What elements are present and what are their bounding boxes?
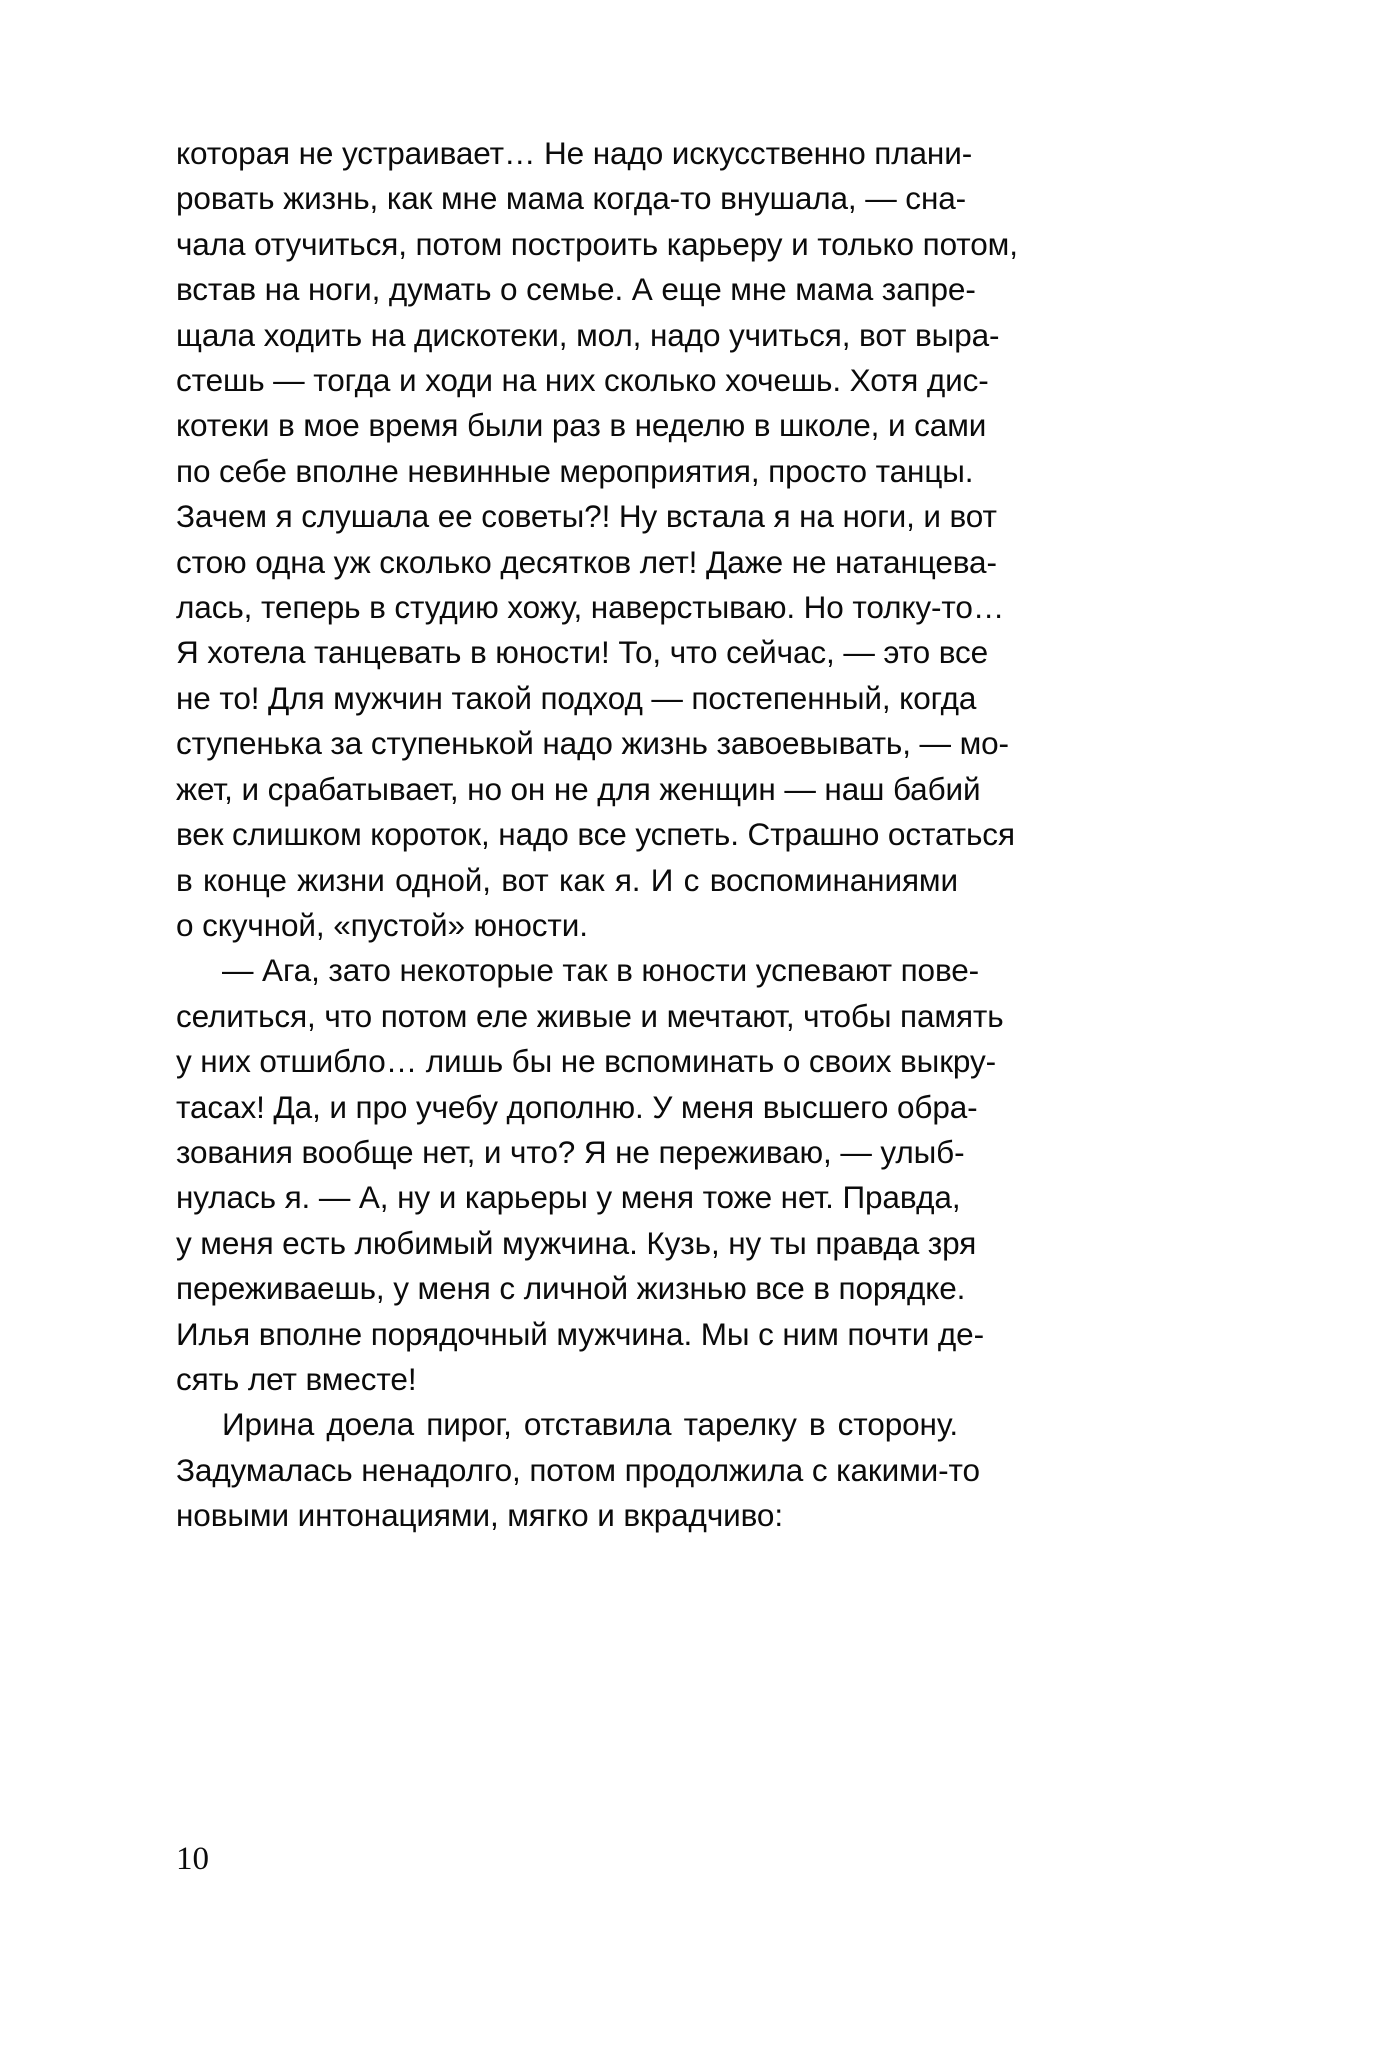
text-line-content: Ирина доела пирог, отставила тарелку в сторону.	[222, 1406, 958, 1443]
text-line: зования вообще нет, и что? Я не переживаю, — улыб-	[176, 1133, 965, 1170]
text-line: в конце жизни одной, вот как я. И с воспоминаниями	[176, 861, 958, 898]
text-line: по себе вполне невинные мероприятия, просто танцы.	[176, 452, 974, 489]
text-line: жет, и срабатывает, но он не для женщин — наш бабий	[176, 770, 981, 807]
text-line: Зачем я слушала ее советы?! Ну встала я на ноги, и вот	[176, 498, 997, 535]
text-line: у них отшибло… лишь бы не вспоминать о своих выкру-	[176, 1043, 997, 1080]
text-line: век слишком короток, надо все успеть. Страшно остаться	[176, 816, 1015, 853]
page-number: 10	[176, 1841, 209, 1877]
page-text-body	[176, 131, 1018, 1539]
text-line: стешь — тогда и ходи на них сколько хочешь. Хотя дис-	[176, 362, 989, 399]
paragraph-1	[176, 131, 1018, 948]
text-line: у меня есть любимый мужчина. Кузь, ну ты правда зря	[176, 1224, 977, 1261]
text-line: не то! Для мужчин такой подход — постепенный, когда	[176, 679, 977, 716]
text-line: стою одна уж сколько десятков лет! Даже не натанцева-	[176, 543, 997, 580]
text-line: переживаешь, у меня с личной жизнью все в порядке.	[176, 1270, 966, 1307]
text-line: сять лет вместе!	[176, 1360, 417, 1397]
text-line: новыми интонациями, мягко и вкрадчиво:	[176, 1497, 783, 1534]
text-line: лась, теперь в студию хожу, наверстываю. Но толку-то…	[176, 589, 1005, 626]
text-line	[176, 1402, 958, 1447]
text-line: встав на ноги, думать о семье. А еще мне мама запре-	[176, 271, 976, 308]
paragraph-2	[176, 948, 1004, 1402]
text-line: ступенька за ступенькой надо жизнь завоевывать, — мо-	[176, 725, 1009, 762]
text-line: нулась я. — А, ну и карьеры у меня тоже нет. Правда,	[176, 1179, 961, 1216]
text-line: щала ходить на дискотеки, мол, надо учиться, вот выра-	[176, 316, 1000, 353]
text-line: Илья вполне порядочный мужчина. Мы с ним почти де-	[176, 1315, 984, 1352]
text-line: которая не устраивает… Не надо искусственно плани-	[176, 135, 973, 171]
text-line: тасах! Да, и про учебу дополню. У меня высшего обра-	[176, 1088, 978, 1125]
paragraph-3	[176, 1402, 980, 1538]
text-line: Задумалась ненадолго, потом продолжила с какими-то	[176, 1451, 980, 1488]
text-line: селиться, что потом еле живые и мечтают, чтобы память	[176, 997, 1004, 1034]
text-line: о скучной, «пустой» юности.	[176, 906, 588, 943]
text-line: Я хотела танцевать в юности! То, что сейчас, — это все	[176, 634, 989, 671]
text-line: чала отучиться, потом построить карьеру и только потом,	[176, 225, 1018, 262]
text-line: ровать жизнь, как мне мама когда-то внушала, — сна-	[176, 180, 967, 217]
text-line-content: — Ага, зато некоторые так в юности успевают пове-	[222, 952, 980, 989]
text-line: котеки в мое время были раз в неделю в школе, и сами	[176, 407, 987, 444]
text-line	[176, 948, 980, 993]
